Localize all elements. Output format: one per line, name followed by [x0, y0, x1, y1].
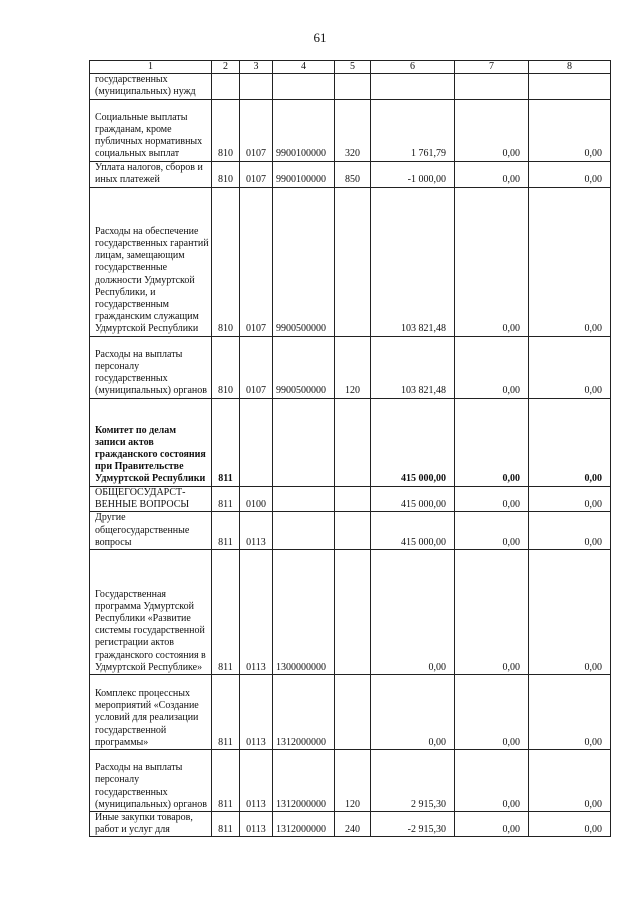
budget-table [89, 60, 611, 837]
row-amount-3-cell: 0,00 [529, 336, 611, 398]
row-code-cell: 811 [212, 750, 240, 812]
row-section-cell: 0113 [240, 750, 273, 812]
table-row [90, 486, 611, 511]
row-code-cell: 810 [212, 161, 240, 187]
row-target-cell: 9900500000 [273, 187, 335, 336]
row-amount-cell: 415 000,00 [371, 486, 455, 511]
row-amount-cell: 1 761,79 [371, 99, 455, 161]
row-type-cell: 120 [335, 750, 371, 812]
row-amount-3-cell: 0,00 [529, 99, 611, 161]
row-code-cell: 811 [212, 398, 240, 486]
row-amount-3-cell: 0,00 [529, 512, 611, 550]
row-type-cell: 120 [335, 336, 371, 398]
column-header: 4 [273, 61, 335, 74]
row-section-cell: 0107 [240, 161, 273, 187]
table-row [90, 187, 611, 336]
row-amount-3-cell: 0,00 [529, 675, 611, 750]
table-row [90, 99, 611, 161]
row-amount-cell: 2 915,30 [371, 750, 455, 812]
row-amount-2-cell: 0,00 [455, 812, 529, 837]
row-amount-3-cell: 0,00 [529, 398, 611, 486]
row-amount-2-cell: 0,00 [455, 750, 529, 812]
column-header: 7 [455, 61, 529, 74]
table-header-row [90, 61, 611, 74]
column-header: 2 [212, 61, 240, 74]
row-amount-cell: 103 821,48 [371, 336, 455, 398]
row-code-cell: 811 [212, 675, 240, 750]
row-amount-cell: -2 915,30 [371, 812, 455, 837]
column-header: 1 [90, 61, 212, 74]
row-amount-2-cell: 0,00 [455, 486, 529, 511]
row-amount-2-cell: 0,00 [455, 187, 529, 336]
row-target-cell [273, 398, 335, 486]
row-amount-cell: 0,00 [371, 675, 455, 750]
table-row [90, 750, 611, 812]
row-code-cell: 810 [212, 336, 240, 398]
row-section-cell: 0113 [240, 512, 273, 550]
row-amount-3-cell: 0,00 [529, 550, 611, 675]
row-target-cell [273, 486, 335, 511]
table-row [90, 550, 611, 675]
row-target-cell: 1312000000 [273, 812, 335, 837]
row-amount-2-cell: 0,00 [455, 675, 529, 750]
row-amount-cell: 103 821,48 [371, 187, 455, 336]
row-type-cell: 320 [335, 99, 371, 161]
row-section-cell: 0113 [240, 550, 273, 675]
row-type-cell: 850 [335, 161, 371, 187]
row-name-cell: Расходы на выплаты персоналу государственных (муниципальных) органов [90, 336, 212, 398]
table-row [90, 675, 611, 750]
row-amount-3-cell: 0,00 [529, 187, 611, 336]
row-name-cell: Иные закупки товаров, работ и услуг для [90, 812, 212, 837]
row-name-cell: Социальные выплаты гражданам, кроме публичных нормативных социальных выплат [90, 99, 212, 161]
row-name-cell: Расходы на выплаты персоналу государственных (муниципальных) органов [90, 750, 212, 812]
table-row [90, 398, 611, 486]
row-amount-cell: -1 000,00 [371, 161, 455, 187]
row-code-cell: 810 [212, 99, 240, 161]
row-amount-2-cell: 0,00 [455, 398, 529, 486]
row-type-cell [335, 550, 371, 675]
row-name-cell: Комплекс процессных мероприятий «Создание условий для реализации государственной программы» [90, 675, 212, 750]
column-header: 3 [240, 61, 273, 74]
page-number: 61 [313, 30, 327, 45]
row-target-cell: 9900100000 [273, 99, 335, 161]
row-target-cell: 1312000000 [273, 750, 335, 812]
row-name-cell: Уплата налогов, сборов и иных платежей [90, 161, 212, 187]
row-section-cell [240, 74, 273, 99]
column-header: 5 [335, 61, 371, 74]
table-row [90, 812, 611, 837]
row-name-cell: ОБЩЕГОСУДАРСТ-ВЕННЫЕ ВОПРОСЫ [90, 486, 212, 511]
row-amount-cell [371, 74, 455, 99]
row-code-cell: 811 [212, 812, 240, 837]
column-header: 6 [371, 61, 455, 74]
table-row [90, 336, 611, 398]
row-amount-cell: 415 000,00 [371, 398, 455, 486]
row-name-cell: Государственная программа Удмуртской Республики «Развитие системы государственной регистрации актов гражданского состояния в Удмуртской Республике» [90, 550, 212, 675]
table-row [90, 161, 611, 187]
table-row [90, 512, 611, 550]
row-amount-cell: 0,00 [371, 550, 455, 675]
row-section-cell: 0107 [240, 336, 273, 398]
row-amount-2-cell: 0,00 [455, 550, 529, 675]
row-amount-cell: 415 000,00 [371, 512, 455, 550]
row-amount-3-cell [529, 74, 611, 99]
row-type-cell [335, 187, 371, 336]
row-name-cell: Комитет по делам записи актов гражданского состояния при Правительстве Удмуртской Республики [90, 398, 212, 486]
row-section-cell: 0100 [240, 486, 273, 511]
row-target-cell: 1312000000 [273, 675, 335, 750]
row-amount-2-cell: 0,00 [455, 512, 529, 550]
row-type-cell: 240 [335, 812, 371, 837]
row-code-cell: 811 [212, 550, 240, 675]
row-target-cell: 9900500000 [273, 336, 335, 398]
row-amount-2-cell: 0,00 [455, 161, 529, 187]
row-section-cell: 0107 [240, 187, 273, 336]
row-amount-3-cell: 0,00 [529, 161, 611, 187]
row-code-cell: 811 [212, 486, 240, 511]
row-amount-3-cell: 0,00 [529, 486, 611, 511]
row-code-cell: 810 [212, 187, 240, 336]
row-type-cell [335, 74, 371, 99]
row-target-cell: 1300000000 [273, 550, 335, 675]
row-amount-3-cell: 0,00 [529, 750, 611, 812]
row-code-cell: 811 [212, 512, 240, 550]
column-header: 8 [529, 61, 611, 74]
row-amount-2-cell: 0,00 [455, 99, 529, 161]
row-amount-2-cell [455, 74, 529, 99]
row-target-cell [273, 74, 335, 99]
row-type-cell [335, 512, 371, 550]
row-name-cell: государственных (муниципальных) нужд [90, 74, 212, 99]
row-type-cell [335, 398, 371, 486]
row-name-cell: Расходы на обеспечение государственных гарантий лицам, замещающим государственные должности Удмуртской Республики, и государственным гражданским служащим Удмуртской Республики [90, 187, 212, 336]
row-target-cell [273, 512, 335, 550]
row-type-cell [335, 675, 371, 750]
row-section-cell [240, 398, 273, 486]
table-row [90, 74, 611, 99]
row-section-cell: 0107 [240, 99, 273, 161]
row-type-cell [335, 486, 371, 511]
row-name-cell: Другие общегосударственные вопросы [90, 512, 212, 550]
row-amount-2-cell: 0,00 [455, 336, 529, 398]
row-target-cell: 9900100000 [273, 161, 335, 187]
row-code-cell [212, 74, 240, 99]
row-amount-3-cell: 0,00 [529, 812, 611, 837]
row-section-cell: 0113 [240, 812, 273, 837]
row-section-cell: 0113 [240, 675, 273, 750]
